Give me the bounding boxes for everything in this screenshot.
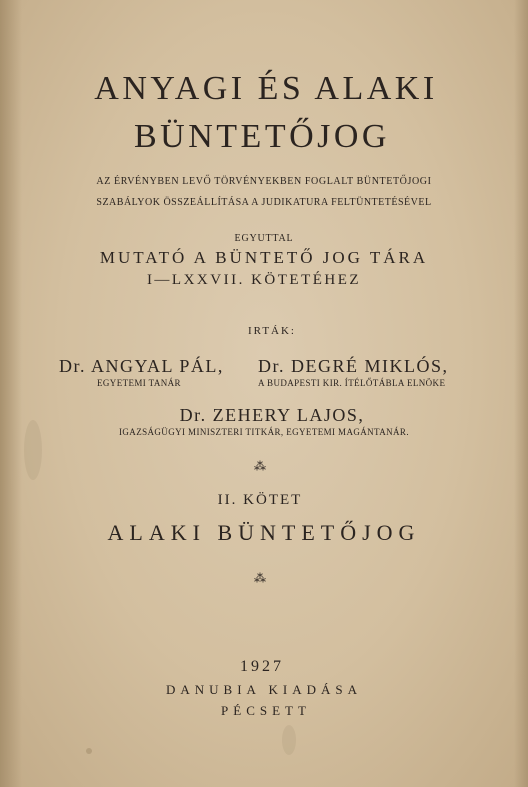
author-zehery — [0, 405, 528, 437]
author-role: A BUDAPESTI KIR. ÍTÉLŐTÁBLA ELNÖKE — [258, 378, 446, 388]
subtitle-line-1: AZ ÉRVÉNYBEN LEVŐ TÖRVÉNYEKBEN FOGLALT BÜNTETŐJOGI — [96, 176, 432, 187]
volume-number: II. KÖTET — [217, 492, 303, 508]
author-role: EGYETEMI TANÁR — [97, 378, 181, 388]
ornament-asterism-icon: ⁂ — [254, 459, 266, 473]
author-name: Dr. ANGYAL PÁL, — [59, 356, 224, 376]
supplement-intro: EGYUTTAL — [234, 233, 294, 244]
volume-title: ALAKI BÜNTETŐJOG — [107, 520, 421, 545]
subtitle-line-2: SZABÁLYOK ÖSSZEÁLLÍTÁSA A JUDIKATURA FELTÜNTETÉSÉVEL — [96, 197, 432, 208]
supplement-line-2: I—LXXVII. KÖTETÉHEZ — [146, 272, 362, 288]
author-angyal — [59, 356, 224, 388]
publisher: DANUBIA KIADÁSA — [166, 682, 362, 697]
author-name: Dr. ZEHERY LAJOS, — [179, 405, 365, 425]
ornament-asterism-icon: ⁂ — [254, 571, 266, 585]
supplement-line-1: MUTATÓ A BÜNTETŐ JOG TÁRA — [99, 248, 429, 267]
paper-stain — [282, 725, 296, 755]
authors-heading: IRTÁK: — [247, 325, 296, 337]
book-title-line-2: BÜNTETŐJOG — [134, 118, 390, 155]
author-name: Dr. DEGRÉ MIKLÓS, — [258, 356, 449, 376]
author-degre — [258, 356, 449, 388]
paper-stain — [86, 748, 92, 754]
book-title-line-1: ANYAGI ÉS ALAKI — [94, 70, 438, 107]
publication-city: PÉCSETT — [221, 703, 311, 718]
publication-year: 1927 — [240, 658, 284, 675]
author-role: IGAZSÁGÜGYI MINISZTERI TITKÁR, EGYETEMI MAGÁNTANÁR. — [119, 427, 409, 437]
